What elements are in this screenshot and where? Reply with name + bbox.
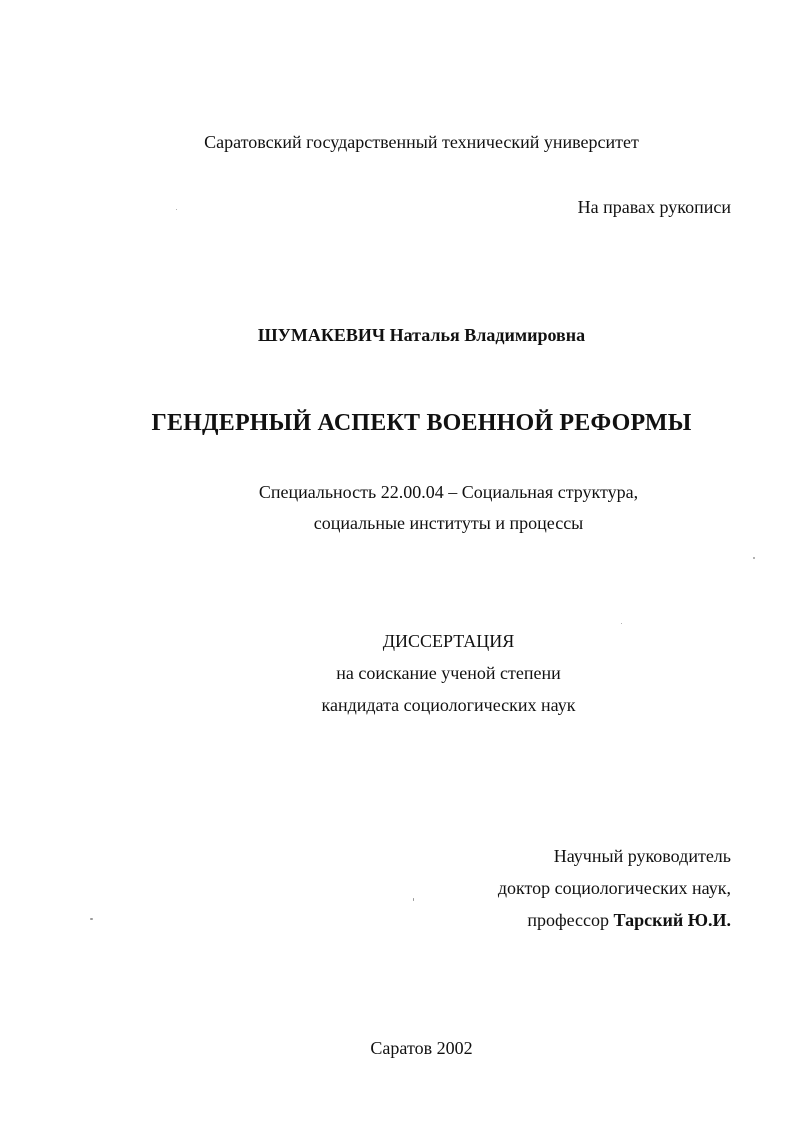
supervisor-title: профессор: [527, 910, 610, 930]
university-name: Саратовский государственный технический университет: [204, 132, 639, 152]
supervisor-degree: доктор социологических наук,: [497, 878, 731, 898]
degree-line-2: кандидата социологических наук: [321, 695, 576, 715]
scan-speck: [176, 209, 177, 210]
scan-speck: [621, 623, 622, 624]
author-given-names: Наталья Владимировна: [389, 325, 586, 345]
scan-speck: [413, 898, 414, 901]
manuscript-note: На правах рукописи: [577, 197, 731, 217]
city-year: Саратов 2002: [370, 1038, 473, 1058]
dissertation-title: ГЕНДЕРНЫЙ АСПЕКТ ВОЕННОЙ РЕФОРМЫ: [151, 410, 692, 436]
scan-speck: [90, 918, 93, 920]
degree-line-1: на соискание ученой степени: [336, 663, 561, 683]
specialty-line-1: Специальность 22.00.04 – Социальная структура,: [258, 482, 639, 502]
dissertation-label: ДИССЕРТАЦИЯ: [382, 631, 515, 651]
supervisor-name-line: [527, 909, 731, 931]
scan-speck: [753, 557, 755, 559]
specialty-line-2: социальные институты и процессы: [313, 513, 584, 533]
author-name: [0, 324, 793, 346]
supervisor-name: Тарский Ю.И.: [613, 910, 731, 930]
author-surname: ШУМАКЕВИЧ: [257, 325, 386, 345]
supervisor-role: Научный руководитель: [553, 846, 731, 866]
